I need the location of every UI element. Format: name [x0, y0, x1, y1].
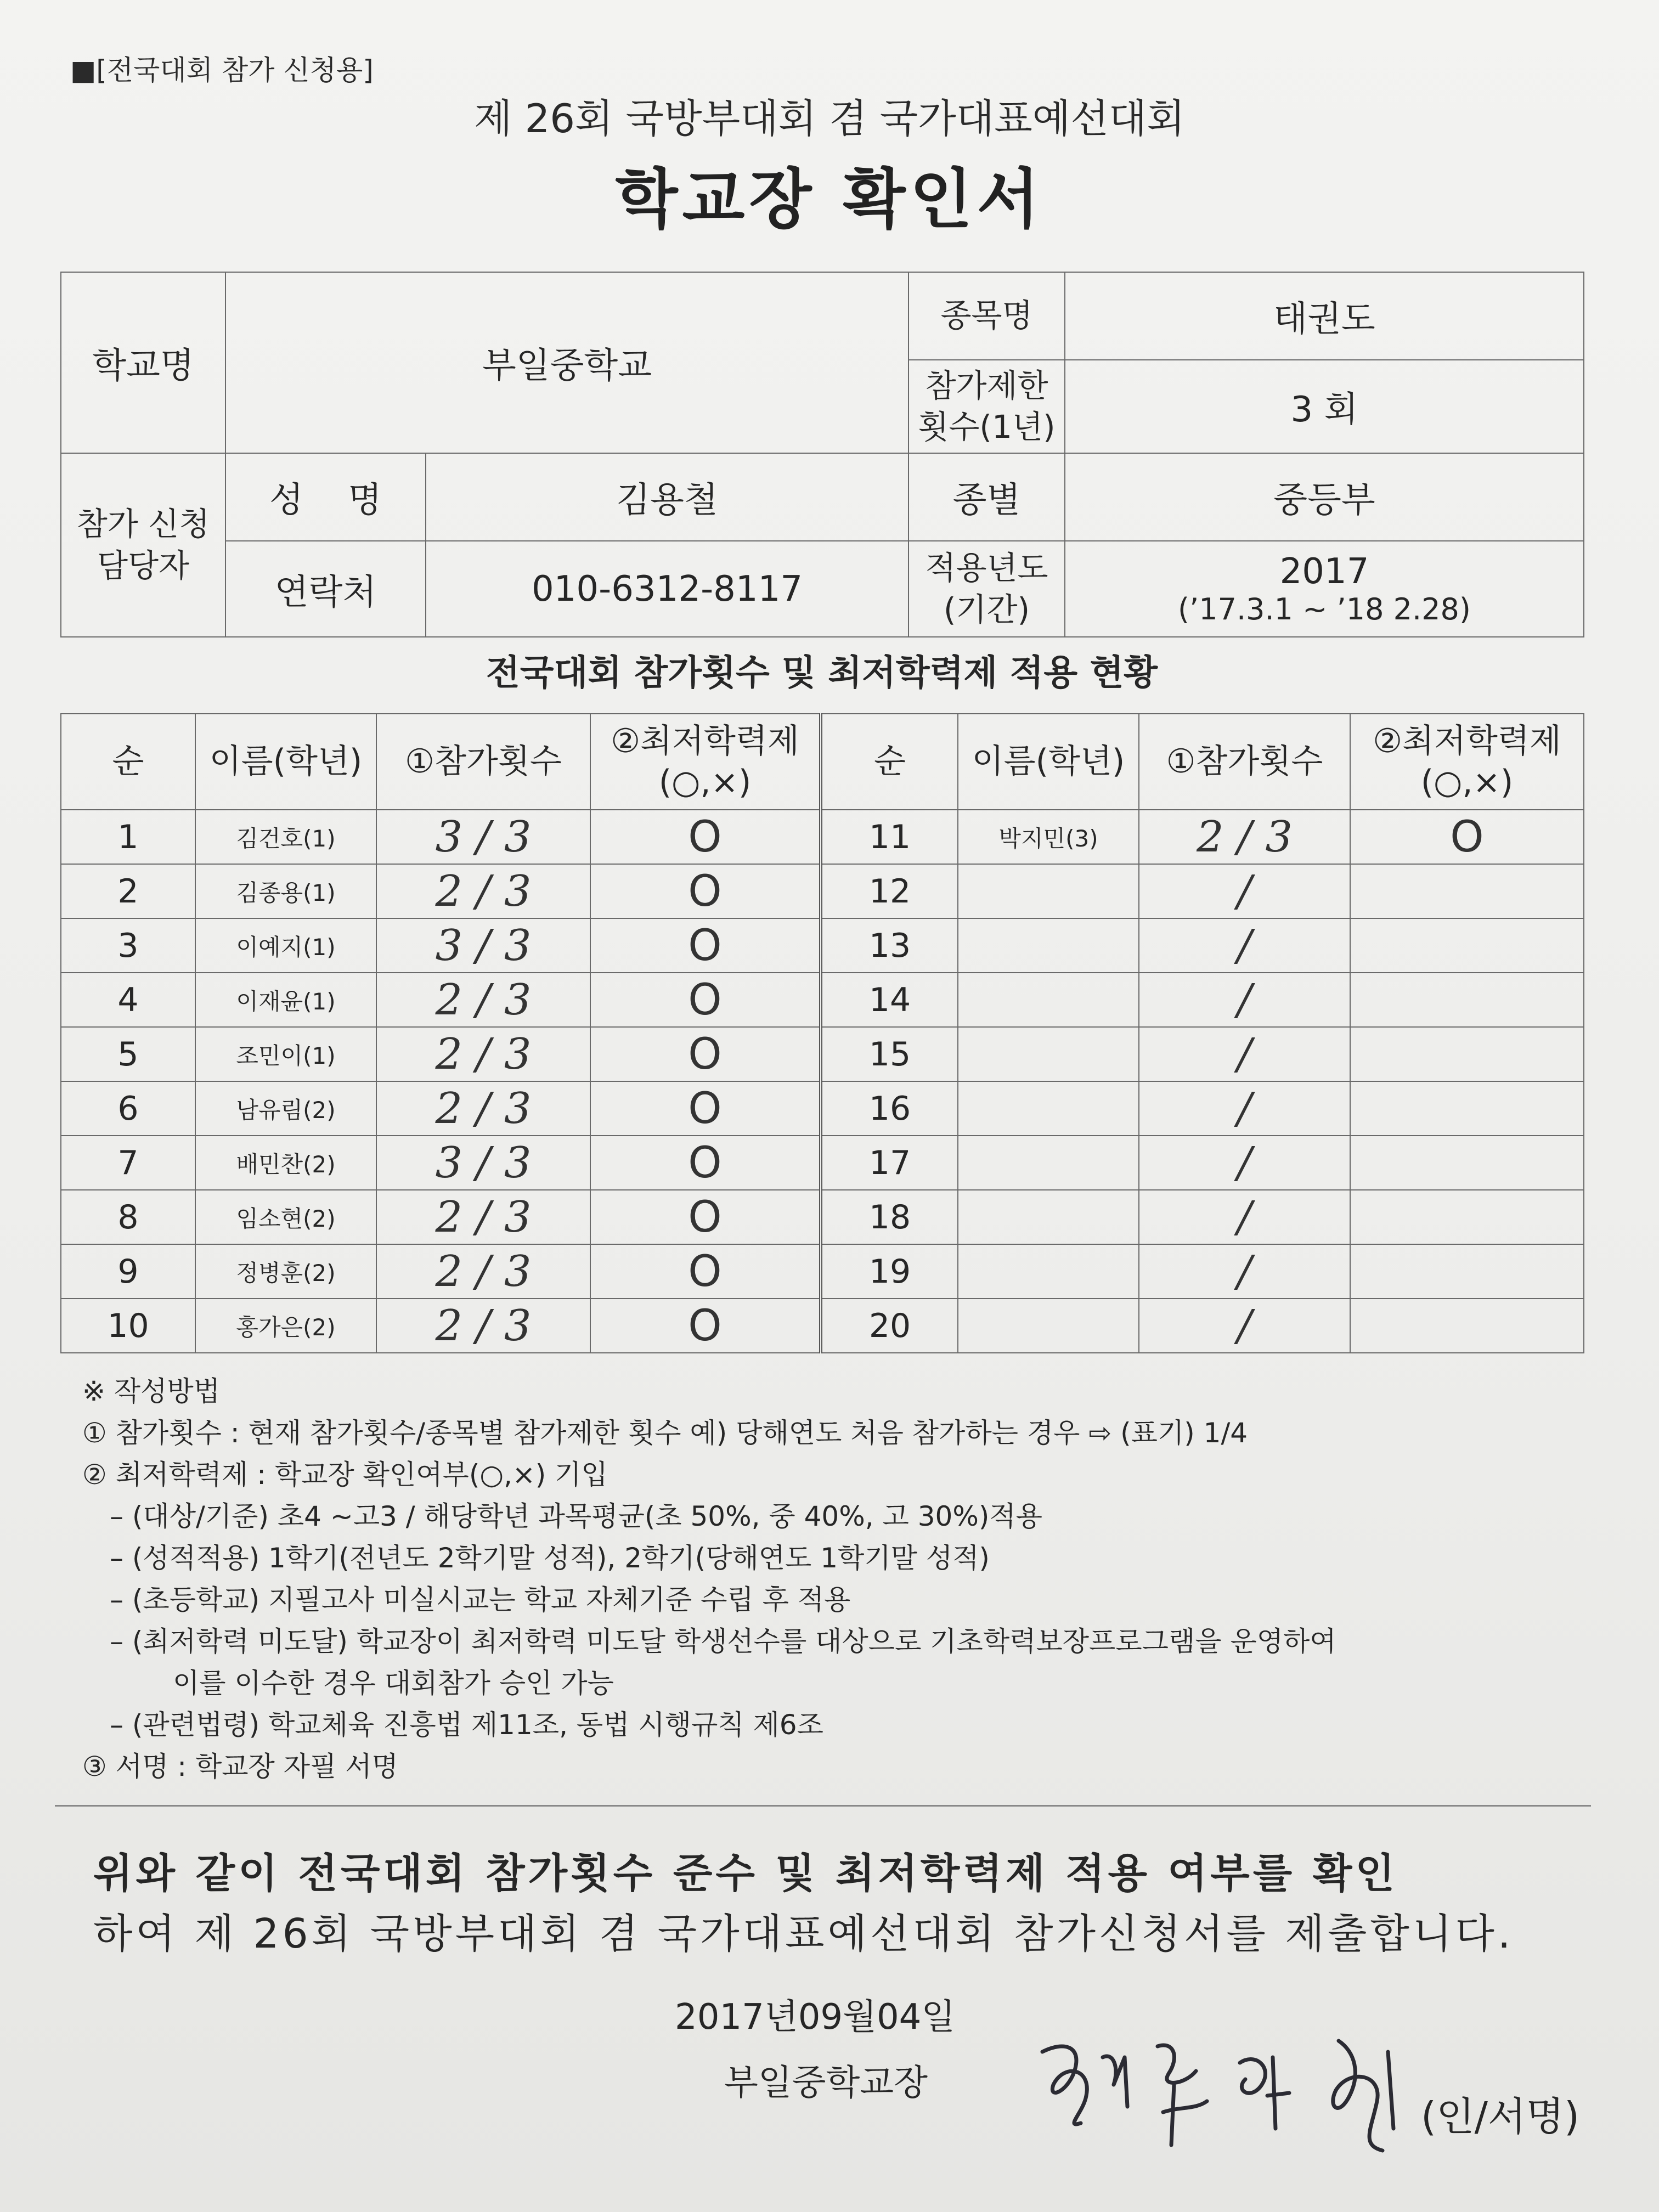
row-number: 19 [821, 1244, 958, 1299]
academic-mark: O [590, 1190, 821, 1244]
note-signature: ③ 서명 : 학교장 자필 서명 [82, 1751, 398, 1782]
event-title: 제 26회 국방부대회 겸 국가대표예선대회 [474, 95, 1185, 142]
school-info-table [60, 272, 1584, 637]
instructions [82, 1370, 1596, 1787]
table-row [61, 810, 1584, 864]
row-number: 6 [61, 1081, 195, 1136]
academic-mark: O [590, 918, 821, 973]
academic-mark [1350, 864, 1584, 918]
participation-count: 3 / 3 [376, 918, 590, 973]
year-label: 적용년도 (기간) [909, 541, 1065, 637]
student-name: 임소현(2) [195, 1190, 376, 1244]
academic-mark: O [1350, 810, 1584, 864]
student-name: 남유림(2) [195, 1081, 376, 1136]
form-tag: ■[전국대회 참가 신청용] [70, 54, 374, 86]
row-number: 8 [61, 1190, 195, 1244]
name-value: 김용철 [426, 453, 909, 541]
row-number: 9 [61, 1244, 195, 1299]
academic-mark [1350, 1136, 1584, 1190]
school-name-value: 부일중학교 [225, 272, 909, 453]
note-detail: 이를 이수한 경우 대회참가 승인 가능 [173, 1667, 614, 1699]
participation-count: 2 / 3 [376, 1027, 590, 1081]
phone-label: 연락처 [225, 541, 426, 637]
student-name: 김종용(1) [195, 864, 376, 918]
student-name [958, 1027, 1139, 1081]
sport-label: 종목명 [909, 272, 1065, 360]
confirmation-line: 위와 같이 전국대회 참가횟수 준수 및 최저학력제 적용 여부를 확인 [93, 1850, 1398, 1897]
academic-mark: O [590, 1244, 821, 1299]
category-value: 중등부 [1065, 453, 1584, 541]
participation-count: / [1139, 864, 1350, 918]
name-label: 성 명 [225, 453, 426, 541]
row-number: 4 [61, 973, 195, 1027]
table-row [61, 1190, 1584, 1244]
student-name: 홍가은(2) [195, 1299, 376, 1353]
col-header-name: 이름(학년) [958, 714, 1139, 810]
limit-value: 3 회 [1065, 360, 1584, 453]
table-row [61, 1244, 1584, 1299]
year-value: 2017 [1279, 551, 1369, 592]
row-number: 18 [821, 1190, 958, 1244]
confirmation-line: 하여 제 26회 국방부대회 겸 국가대표예선대회 참가신청서를 제출합니다. [93, 1910, 1514, 1957]
participation-count: 2 / 3 [376, 1299, 590, 1353]
sport-value: 태권도 [1065, 272, 1584, 360]
participation-count: 3 / 3 [376, 810, 590, 864]
student-name [958, 1081, 1139, 1136]
row-number: 13 [821, 918, 958, 973]
row-number: 5 [61, 1027, 195, 1081]
submission-date: 2017년09월04일 [675, 1997, 956, 2038]
table-row [61, 1136, 1584, 1190]
row-number: 12 [821, 864, 958, 918]
participation-count: 2 / 3 [376, 1081, 590, 1136]
student-name: 박지민(3) [958, 810, 1139, 864]
participation-count: / [1139, 1136, 1350, 1190]
row-number: 11 [821, 810, 958, 864]
roster-table [60, 713, 1584, 1353]
academic-mark [1350, 918, 1584, 973]
academic-mark [1350, 1081, 1584, 1136]
col-header-academic: ②최저학력제 (○,×) [1350, 714, 1584, 810]
roster-header-row [61, 714, 1584, 810]
col-header-count: ①참가횟수 [1139, 714, 1350, 810]
table-row [61, 1027, 1584, 1081]
col-header-no: 순 [61, 714, 195, 810]
roster-title: 전국대회 참가횟수 및 최저학력제 적용 현황 [486, 653, 1158, 693]
academic-mark [1350, 1244, 1584, 1299]
row-number: 17 [821, 1136, 958, 1190]
col-header-no: 순 [821, 714, 958, 810]
student-name: 조민이(1) [195, 1027, 376, 1081]
student-name [958, 973, 1139, 1027]
year-cell [1065, 541, 1584, 637]
student-name [958, 864, 1139, 918]
row-number: 10 [61, 1299, 195, 1353]
note-detail: – (최저학력 미도달) 학교장이 최저학력 미도달 학생선수를 대상으로 기초학력보장프로그램을 운영하여 [110, 1626, 1336, 1657]
participation-count: 2 / 3 [376, 1190, 590, 1244]
academic-mark: O [590, 864, 821, 918]
student-name [958, 1299, 1139, 1353]
student-name [958, 1136, 1139, 1190]
signature-label: (인/서명) [1421, 2094, 1580, 2140]
table-row [61, 1299, 1584, 1353]
academic-mark [1350, 1299, 1584, 1353]
note-detail: – (성적적용) 1학기(전년도 2학기말 성적), 2학기(당해연도 1학기말 성적) [110, 1542, 990, 1574]
academic-mark: O [590, 810, 821, 864]
academic-mark [1350, 1027, 1584, 1081]
confirmation-statement [93, 1843, 1591, 1964]
student-name: 이예지(1) [195, 918, 376, 973]
note-academic: ② 최저학력제 : 학교장 확인여부(○,×) 기입 [82, 1459, 608, 1491]
academic-mark: O [590, 1081, 821, 1136]
academic-mark: O [590, 973, 821, 1027]
participation-count: / [1139, 1299, 1350, 1353]
participation-count: / [1139, 1244, 1350, 1299]
phone-value: 010-6312-8117 [426, 541, 909, 637]
participation-count: 2 / 3 [376, 864, 590, 918]
student-name [958, 1244, 1139, 1299]
student-name [958, 918, 1139, 973]
participation-count: 2 / 3 [1139, 810, 1350, 864]
participation-count: 2 / 3 [376, 973, 590, 1027]
period-value: (’17.3.1 ~ ’18 2.28) [1178, 592, 1471, 627]
col-header-academic: ②최저학력제 (○,×) [590, 714, 821, 810]
note-detail: – (관련법령) 학교체육 진흥법 제11조, 동법 시행규칙 제6조 [110, 1709, 823, 1741]
academic-mark [1350, 1190, 1584, 1244]
school-name-label: 학교명 [61, 272, 225, 453]
row-number: 2 [61, 864, 195, 918]
principal-title: 부일중학교장 [724, 2063, 928, 2103]
row-number: 20 [821, 1299, 958, 1353]
participation-count: / [1139, 1190, 1350, 1244]
row-number: 7 [61, 1136, 195, 1190]
col-header-count: ①참가횟수 [376, 714, 590, 810]
document-title: 학교장 확인서 [615, 161, 1044, 237]
academic-mark: O [590, 1136, 821, 1190]
student-name: 정병훈(2) [195, 1244, 376, 1299]
col-header-name: 이름(학년) [195, 714, 376, 810]
student-name: 김건호(1) [195, 810, 376, 864]
student-name: 배민찬(2) [195, 1136, 376, 1190]
participation-count: 2 / 3 [376, 1244, 590, 1299]
participation-count: / [1139, 1081, 1350, 1136]
table-row [61, 1081, 1584, 1136]
contact-person-label: 참가 신청 담당자 [61, 453, 225, 637]
row-number: 14 [821, 973, 958, 1027]
academic-mark [1350, 973, 1584, 1027]
note-detail: – (대상/기준) 초4 ~고3 / 해당학년 과목평균(초 50%, 중 40%, 고 30%)적용 [110, 1500, 1042, 1532]
notes-heading: ※ 작성방법 [82, 1375, 220, 1407]
table-row [61, 864, 1584, 918]
row-number: 1 [61, 810, 195, 864]
row-number: 16 [821, 1081, 958, 1136]
academic-mark: O [590, 1299, 821, 1353]
table-row [61, 973, 1584, 1027]
limit-label: 참가제한 횟수(1년) [909, 360, 1065, 453]
student-name: 이재윤(1) [195, 973, 376, 1027]
student-name [958, 1190, 1139, 1244]
participation-count: / [1139, 1027, 1350, 1081]
participation-count: / [1139, 973, 1350, 1027]
row-number: 15 [821, 1027, 958, 1081]
category-label: 종별 [909, 453, 1065, 541]
participation-count: 3 / 3 [376, 1136, 590, 1190]
note-detail: – (초등학교) 지필고사 미실시교는 학교 자체기준 수립 후 적용 [110, 1584, 851, 1616]
participation-count: / [1139, 918, 1350, 973]
handwritten-signature [1031, 2019, 1426, 2162]
divider [55, 1805, 1591, 1807]
row-number: 3 [61, 918, 195, 973]
note-participation: ① 참가횟수 : 현재 참가횟수/종목별 참가제한 횟수 예) 당해연도 처음 참가하는 경우 ⇨ (표기) 1/4 [82, 1417, 1248, 1449]
table-row [61, 918, 1584, 973]
academic-mark: O [590, 1027, 821, 1081]
